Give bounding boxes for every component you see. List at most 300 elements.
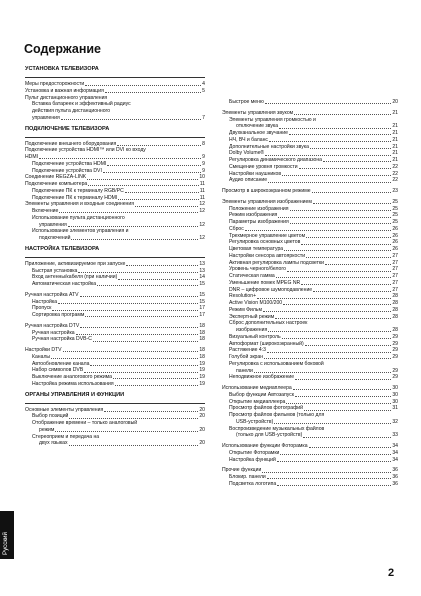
toc-entry[interactable] [222,280,398,287]
toc-entry-label: Подключение устройства HDMI [32,160,107,167]
toc-entry[interactable] [222,171,398,178]
dot-leader [290,223,392,224]
toc-entry-text: Воспроизведение музыкальных файлов [229,425,325,432]
dot-leader [113,378,198,379]
toc-entry[interactable] [25,88,205,95]
toc-page-number: 20 [199,426,205,433]
toc-entry[interactable] [222,392,398,399]
dot-leader [267,352,391,353]
toc-entry[interactable] [222,246,398,253]
toc-page-number: 27 [392,259,398,266]
toc-entry-label: Дополнительные настройки звука [229,143,309,150]
toc-entry-label: Элементы управления звуком [222,109,294,116]
toc-page-number: 27 [392,252,398,259]
toc-entry-label: DNR – цифровое шумоподавление [229,286,313,293]
toc-page-number: 29 [392,340,398,347]
toc-page-number: 11 [199,187,205,194]
section-heading: ПОДКЛЮЧЕНИЕ ТЕЛЕВИЗОРА [25,125,110,132]
toc-entry-label: Ручная настройка [32,329,75,336]
dot-leader [293,389,392,390]
toc-entry-label: Набор символов DVB [32,367,84,374]
toc-entry[interactable] [25,440,205,447]
section-heading: НАСТРОЙКА ТЕЛЕВИЗОРА [25,245,100,252]
section-heading: УСТАНОВКА ТЕЛЕВИЗОРА [25,66,99,72]
toc-page-number: 30 [392,385,398,391]
dot-leader [97,285,198,286]
toc-page-number: 21 [392,143,398,150]
dot-leader [85,85,201,86]
toc-entry[interactable] [222,273,398,280]
toc-entry[interactable] [25,81,205,88]
toc-entry-text: Использование элементов управления и [32,228,129,235]
dot-leader [126,265,198,266]
dot-leader [78,272,198,273]
toc-entry-label: Режим Фильм [229,306,262,313]
toc-entry[interactable] [25,115,205,122]
toc-page-number: 25 [392,198,398,205]
dot-leader [268,182,391,183]
toc-entry-label: Вход антенны/кабеля (при наличии) [32,274,118,281]
dot-leader [257,298,391,299]
toc-page-number: 21 [392,136,398,143]
toc-entry[interactable] [25,427,205,434]
toc-entry[interactable] [222,419,398,426]
dot-leader [277,485,391,486]
toc-page-number: 8 [202,140,205,147]
toc-entry-text: действия пульта дистанционного [32,108,111,114]
toc-entry-label: режим [39,426,55,433]
dot-leader [262,472,391,473]
toc-entry-label: Прочие функции [222,467,262,474]
toc-page-number: 17 [199,305,205,312]
toc-entry-label: Resolution+ [229,293,257,300]
toc-entry-label: Активная регулировка лампы подсветки [229,259,324,266]
toc-page-number: 26 [392,225,398,232]
toc-page-number: 27 [392,266,398,273]
toc-page-number: 9 [202,160,205,167]
toc-entry-label: подключений [39,235,71,241]
dot-leader [264,358,391,359]
toc-page-number: 18 [199,336,205,343]
dot-leader [118,279,198,280]
toc-entry[interactable] [222,199,398,206]
dot-leader [278,217,391,218]
dot-leader [287,271,391,272]
toc-entry-label: Быстрая установка [32,267,78,274]
dot-leader [303,437,391,438]
dot-leader [283,304,391,305]
toc-page-number: 13 [199,260,205,267]
toc-entry[interactable] [222,405,398,412]
dot-leader [69,418,198,419]
toc-page-number: 29 [392,367,398,374]
dot-leader [284,250,391,251]
toc-entry-text: Использование пульта дистанционного [32,214,125,221]
page-title: Содержание [24,42,102,56]
toc-entry[interactable] [25,154,205,161]
toc-entry-label: USB-устройств) [236,418,274,425]
toc-entry[interactable] [222,130,398,137]
toc-entry[interactable] [25,374,205,381]
toc-entry-label: Настройки сенсора автояркости [229,252,306,259]
toc-right-column [222,99,398,488]
dot-leader [279,128,391,129]
toc-entry-label: Быстрое меню [229,99,264,105]
toc-page-number: 30 [392,391,398,398]
dot-leader [325,264,391,265]
section-divider [25,257,205,258]
toc-page-number: 34 [392,456,398,463]
dot-leader [88,185,198,186]
toc-page-number: 17 [199,312,205,318]
toc-entry[interactable] [222,123,398,130]
toc-entry-label: Уменьшение помех MPEG NR [229,279,301,286]
toc-page-number: 11 [199,181,205,187]
toc-page-number: 28 [392,300,398,306]
toc-entry[interactable] [25,222,205,229]
toc-entry[interactable] [25,195,205,202]
dot-leader [85,316,198,317]
toc-page-number: 15 [199,291,205,298]
toc-page-number: 9 [202,154,205,160]
dot-leader [310,148,391,149]
toc-page-number: 19 [199,367,205,374]
toc-entry[interactable] [222,374,398,381]
toc-entry-label: управления [39,221,67,228]
toc-page-number: 20 [199,413,205,420]
toc-page-number: 28 [392,306,398,313]
toc-page-number: 12 [199,235,205,241]
toc-entry[interactable] [25,261,205,268]
toc-entry[interactable] [25,312,205,319]
section-divider [25,137,205,138]
dot-leader [58,303,198,304]
toc-entry[interactable] [25,161,205,168]
toc-entry[interactable] [25,361,205,368]
toc-entry[interactable] [222,177,398,184]
toc-page-number: 29 [392,347,398,354]
dot-leader [52,310,198,311]
toc-page-number: 31 [392,405,398,412]
dot-leader [93,341,198,342]
toc-entry[interactable] [222,293,398,300]
toc-entry[interactable] [222,253,398,260]
toc-entry-label: Настройка функций [229,456,276,463]
toc-entry[interactable] [222,157,398,164]
toc-entry[interactable] [222,219,398,226]
toc-page-number: 21 [392,130,398,136]
toc-entry-label: Настройка [32,298,58,305]
dot-leader [69,445,199,446]
toc-page-number: 12 [199,221,205,228]
toc-entry[interactable] [222,314,398,321]
toc-entry-label: Подключение устройства DVI [32,167,102,174]
toc-entry[interactable] [222,334,398,341]
toc-entry[interactable] [222,239,398,246]
toc-entry[interactable] [222,307,398,314]
toc-entry[interactable] [25,305,205,312]
toc-page-number: 22 [392,170,398,177]
dot-leader [61,119,201,120]
toc-entry[interactable] [222,137,398,144]
toc-entry-label: Ручная настройка DVB-C [32,336,92,343]
dot-leader [135,206,198,207]
toc-page-number: 25 [392,205,398,212]
toc-entry[interactable] [25,336,205,343]
toc-page-number: 19 [199,360,205,367]
toc-entry[interactable] [222,266,398,273]
toc-entry[interactable] [222,164,398,171]
toc-entry-label: Автоформат (широкоэкранный) [229,340,304,347]
toc-entry[interactable] [25,274,205,281]
toc-entry[interactable] [25,323,205,330]
toc-page-number: 9 [202,167,205,174]
toc-entry-label: двух языках [39,440,68,447]
toc-entry[interactable] [25,188,205,195]
toc-entry-text: Стереоприем и передача на [32,433,100,440]
toc-entry[interactable] [222,327,398,334]
dot-leader [301,244,391,245]
toc-entry[interactable] [25,292,205,299]
section-divider [25,403,205,404]
toc-entry-label: Статическая гамма [229,273,275,279]
toc-entry-label: Каналы [32,353,51,360]
toc-page-number: 25 [392,212,398,219]
toc-entry-text: Вставка батареек и эффективный радиус [32,101,131,108]
toc-entry[interactable] [222,450,398,457]
toc-entry-label: Смещение уровня громкости [229,163,298,170]
toc-page-number: 36 [392,467,398,474]
toc-page-number: 12 [199,201,205,208]
toc-entry-label: Открытие медиаплеера [229,398,286,405]
toc-entry[interactable] [25,381,205,388]
dot-leader [267,478,392,479]
toc-page-number: 21 [392,150,398,157]
page-number: 2 [388,567,395,579]
toc-entry-text: Просмотр файлов фильмов (только для [229,412,325,418]
toc-page-number: 11 [199,194,205,201]
toc-entry[interactable] [25,367,205,374]
toc-entry-label: Экспертный режим [229,313,275,320]
toc-entry-label: HDMI [25,154,39,160]
toc-entry-label: Блокир. панели [229,474,266,480]
toc-page-number: 20 [199,440,205,447]
toc-entry[interactable] [25,208,205,215]
toc-entry-label: Основные элементы управления [25,406,104,413]
toc-entry[interactable] [25,413,205,420]
toc-entry[interactable] [222,300,398,307]
toc-entry-label: Подсветка логотипа [229,480,277,487]
toc-entry[interactable] [222,188,398,195]
toc-entry-label: Меры предосторожности [25,81,85,87]
toc-page-number: 27 [392,286,398,293]
toc-page-number: 23 [392,188,398,194]
dot-leader [289,134,391,135]
toc-entry[interactable] [222,432,398,439]
toc-entry[interactable] [222,474,398,481]
toc-page-number: 4 [202,81,205,87]
toc-page-number: 18 [199,329,205,336]
toc-page-number: 29 [392,374,398,381]
toc-entry[interactable] [222,226,398,233]
language-tab-label: Русский [2,532,9,555]
toc-entry[interactable] [222,467,398,474]
toc-entry-label: Голубой экран [229,354,264,360]
toc-entry[interactable] [25,181,205,188]
dot-leader [299,168,392,169]
toc-entry-label: Соединение REGZA-LINK [25,174,87,181]
dot-leader [115,385,199,386]
dot-leader [268,331,391,332]
toc-page-number: 19 [199,380,205,387]
toc-entry[interactable] [222,457,398,464]
toc-entry-label: Приложение, активизируемое при запуске [25,260,126,267]
toc-entry-label: Установка и важная информация [25,87,104,94]
toc-entry[interactable] [222,481,398,488]
toc-entry[interactable] [222,150,398,157]
toc-page-number: 30 [392,398,398,405]
toc-entry-label: Пропуск [32,305,52,312]
toc-entry-label: Неподвижное изображение [229,374,295,381]
dot-leader [269,141,391,142]
dot-leader [117,145,201,146]
toc-entry[interactable] [222,385,398,392]
toc-page-number: 27 [392,279,398,286]
toc-entry-label: Выбор позиций [32,413,69,420]
toc-entry-label: Сортировка программ [32,312,85,318]
toc-entry[interactable] [222,368,398,375]
dot-leader [286,403,391,404]
toc-entry[interactable] [25,347,205,354]
section-heading: ОРГАНЫ УПРАВЛЕНИЯ И ФУНКЦИИ [25,391,125,398]
dot-leader [51,358,198,359]
dot-leader [275,318,391,319]
toc-entry-label: Растяжение 4:3 [229,347,266,354]
toc-entry-label: отключение звука [236,123,279,130]
dot-leader [87,179,198,180]
dot-leader [68,226,199,227]
toc-entry-label: Двухканальное звучание [229,130,288,136]
dot-leader [59,212,198,213]
toc-entry-label: Ручная настройка ATV [25,291,79,298]
dot-leader [305,345,392,346]
toc-entry-label: (только для USB-устройств) [236,432,303,439]
toc-entry[interactable] [25,299,205,306]
toc-entry-label: управления [32,114,60,121]
toc-entry[interactable] [25,281,205,288]
toc-page-number: 26 [392,232,398,239]
dot-leader [263,311,391,312]
toc-entry[interactable] [222,233,398,240]
toc-page-number: 5 [202,87,205,94]
toc-entry-label: Использование функции Фоторамка [222,443,308,449]
toc-page-number: 18 [199,353,205,360]
dot-leader [84,372,198,373]
toc-page-number: 36 [392,480,398,487]
dot-leader [118,199,198,200]
toc-entry-label: Подключение ПК к терминалу RGB/PC [32,187,124,194]
toc-entry[interactable] [25,268,205,275]
dot-leader [245,230,392,231]
toc-page-number: 33 [392,432,398,439]
toc-entry[interactable] [222,212,398,219]
dot-leader [76,334,199,335]
toc-entry[interactable] [222,260,398,267]
toc-page-number: 26 [392,239,398,246]
toc-entry-text: Сброс дополнительных настроек [229,320,308,327]
toc-entry-label: Ручная настройка DTV [25,322,80,329]
toc-entry-label: Автообновление канала [32,360,90,367]
toc-page-number: 15 [199,281,205,287]
toc-entry-label: Использование медиаплеера [222,385,292,391]
dot-leader [274,423,391,424]
toc-entry[interactable] [222,354,398,361]
toc-entry[interactable] [25,168,205,175]
toc-page-number: 10 [199,174,205,181]
toc-entry-text: Пульт дистанционного управления [25,94,108,101]
toc-entry-label: изображения [236,327,268,333]
toc-page-number: 20 [392,99,398,105]
toc-page-number: 19 [199,374,205,380]
dot-leader [312,192,392,193]
toc-entry-label: Открытие Фоторамки [229,449,280,456]
dot-leader [277,461,392,462]
toc-page-number: 28 [392,293,398,300]
toc-entry[interactable] [222,443,398,450]
toc-entry-label: Элементы управления изображением [222,198,312,205]
toc-page-number: 26 [392,246,398,252]
toc-entry-label: Уровень черного/белого [229,266,286,273]
dot-leader [71,239,198,240]
toc-entry-label: Подключение компьютера [25,181,88,187]
toc-entry-label: Сброс [229,225,244,232]
dot-leader [282,338,392,339]
toc-entry-label: Режим изображения [229,212,278,219]
toc-page-number: 22 [392,163,398,170]
toc-entry[interactable] [25,201,205,208]
toc-entry[interactable] [222,206,398,213]
toc-page-number: 29 [392,333,398,340]
section-divider [25,77,205,78]
toc-page-number: 15 [199,298,205,305]
toc-entry-label: НЧ, ВЧ и баланс [229,136,268,143]
toc-page-number: 22 [392,177,398,184]
dot-leader [80,327,198,328]
toc-entry[interactable] [222,287,398,294]
toc-page-number: 13 [199,267,205,274]
toc-entry[interactable] [222,99,398,106]
toc-entry[interactable] [25,174,205,181]
dot-leader [323,161,391,162]
toc-left-column [25,66,205,447]
toc-entry-label: Положение изображения [229,205,289,212]
toc-entry[interactable] [222,341,398,348]
toc-entry[interactable] [25,354,205,361]
toc-entry-label: Автоматическая настройка [32,281,97,287]
toc-entry-label: Включение [32,208,59,214]
toc-entry-text: Подключение устройства HDMI™ или DVI ко входу [25,147,146,154]
toc-page-number: 27 [392,273,398,279]
dot-leader [304,410,391,411]
toc-page-number: 32 [392,418,398,425]
toc-entry[interactable] [222,347,398,354]
dot-leader [276,277,392,278]
dot-leader [306,237,391,238]
toc-entry[interactable] [222,110,398,117]
toc-entry-label: Регулировка динамического диапазона [229,157,322,163]
toc-entry[interactable] [25,235,205,242]
toc-page-number: 29 [392,354,398,360]
